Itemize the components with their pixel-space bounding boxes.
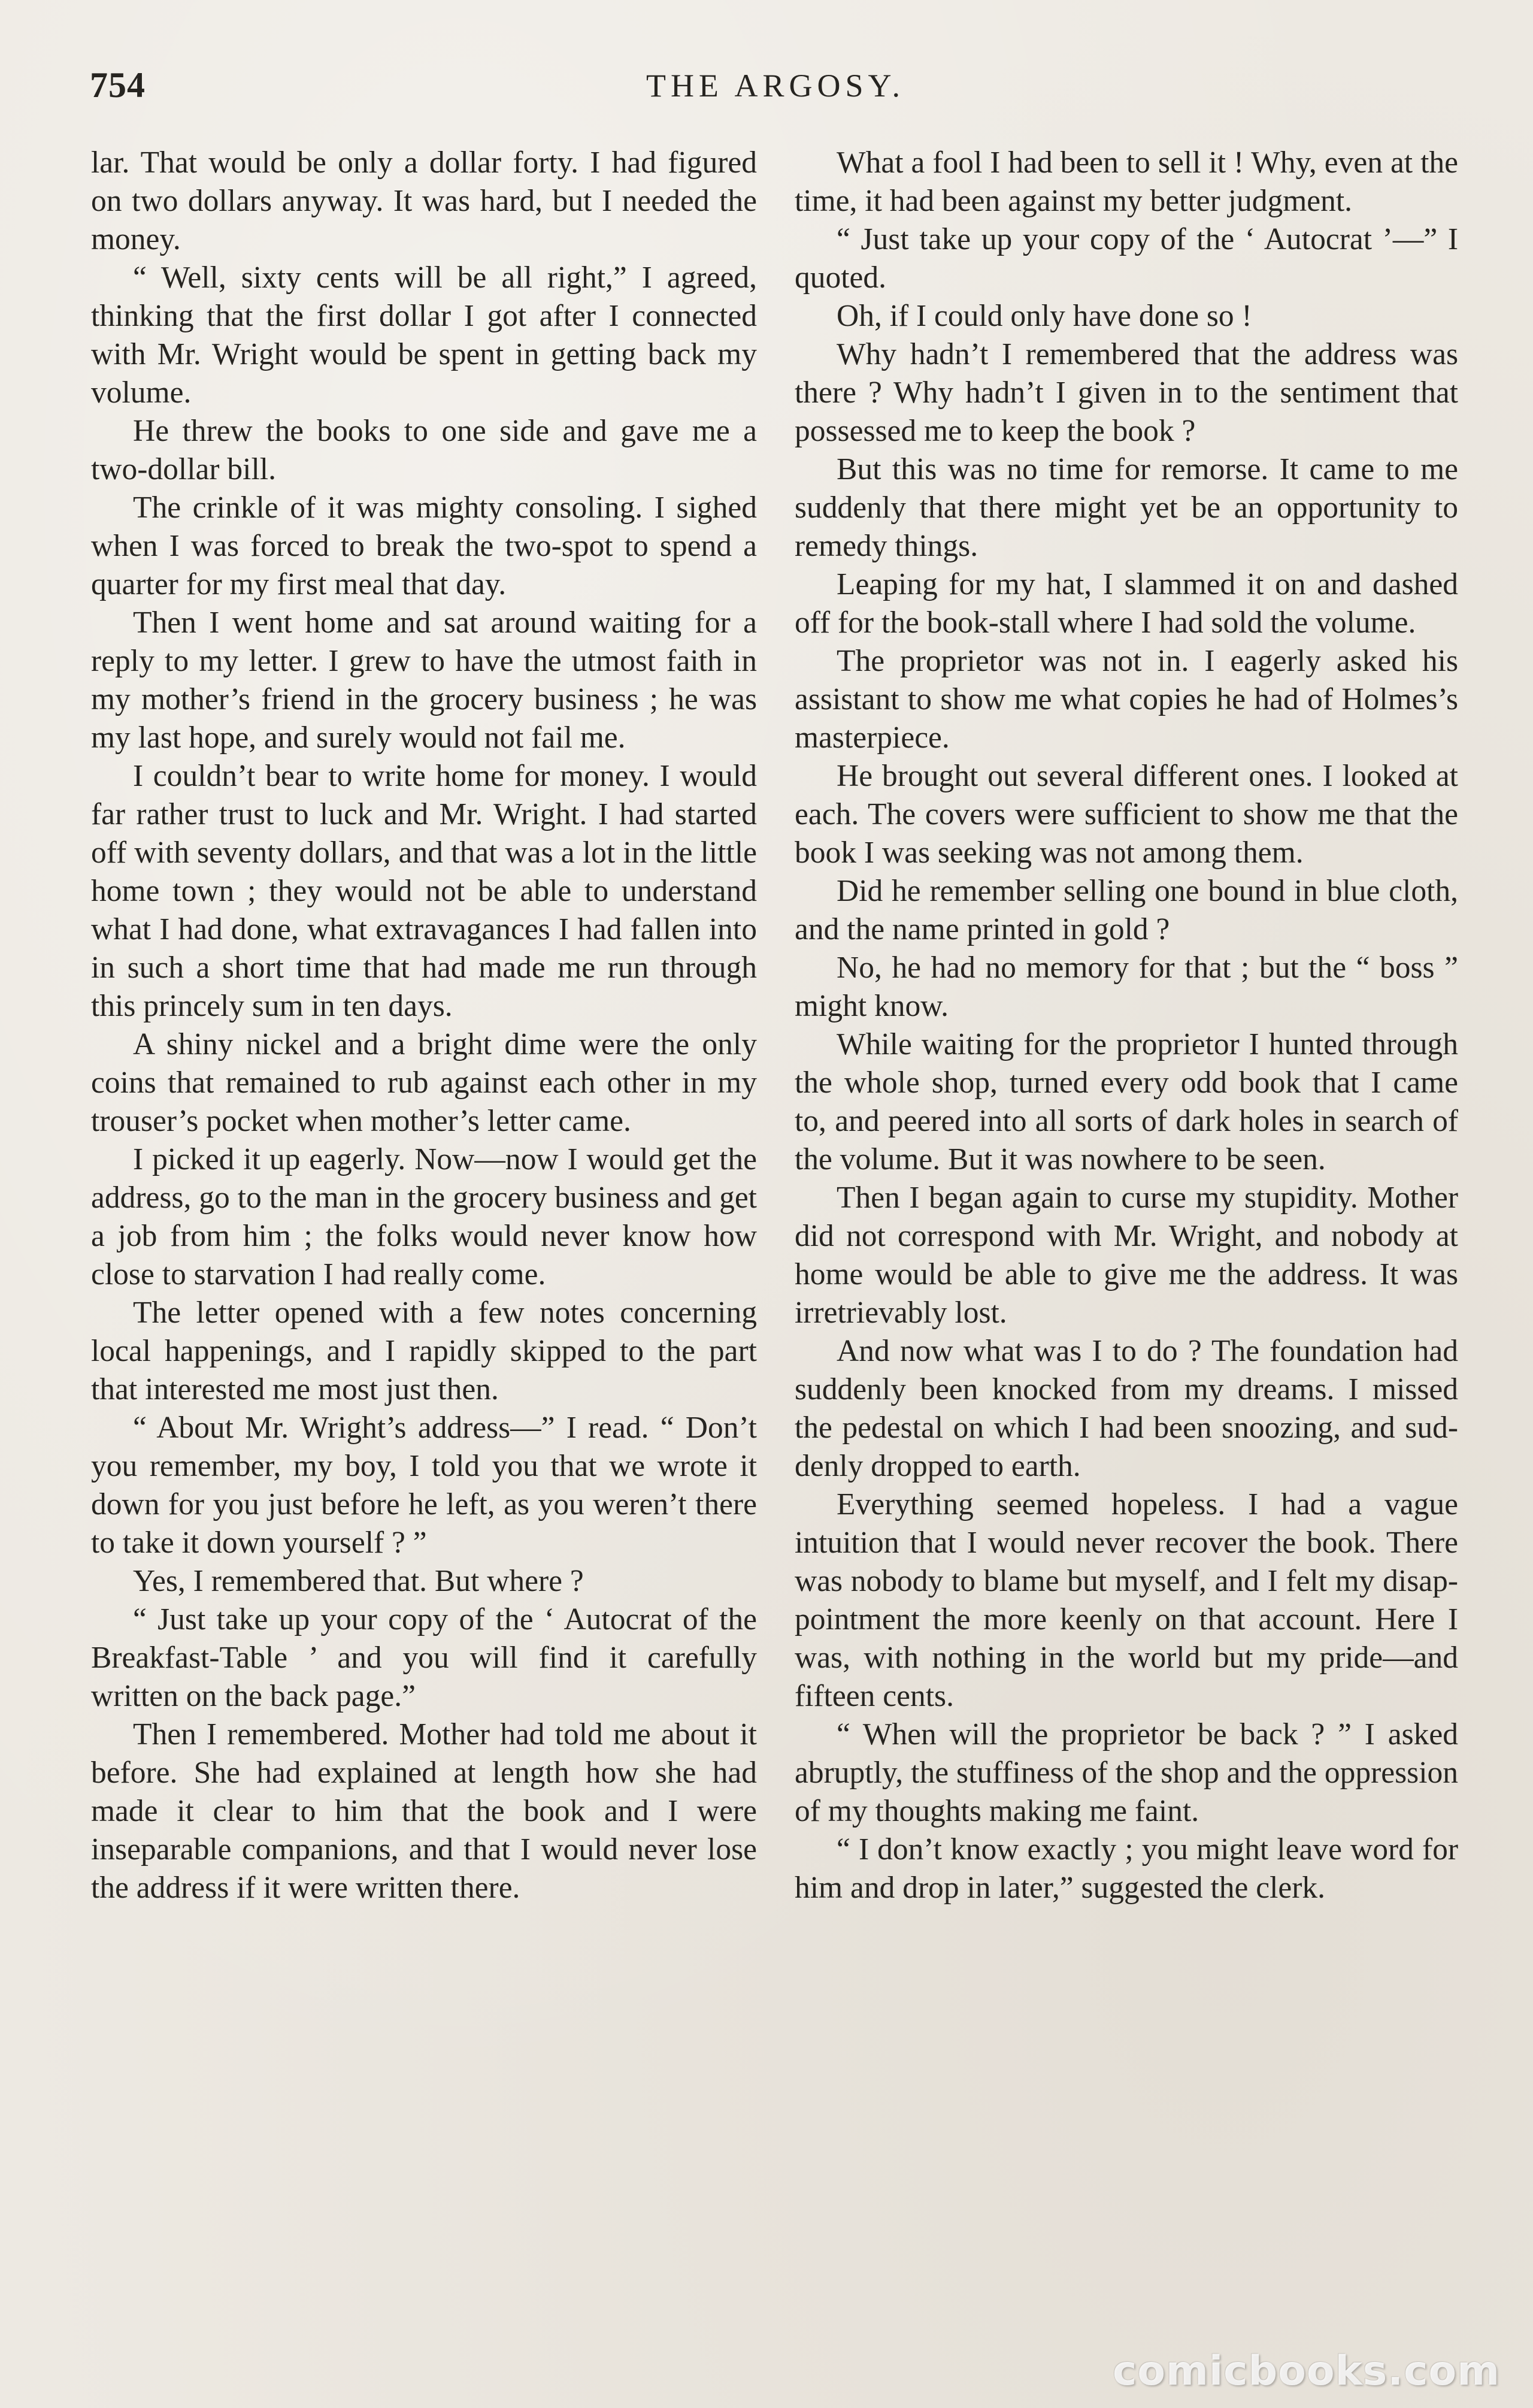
paragraph: Oh, if I could only have done so ! (837, 299, 1252, 333)
paragraph: I picked it up eagerly. Now—now I would get the address, go to the man in the grocery business and get a job from him ; the folks would never know how close to starvation I had really come. (91, 1142, 757, 1291)
left-column (91, 144, 757, 1907)
paragraph: The letter opened with a few notes concerning local happenings, and I rapidly skipped to the part that interested me most just then. (91, 1296, 757, 1406)
paragraph: “ When will the proprietor be back ? ” I asked abruptly, the stuffiness of the shop and the oppression of my thoughts making me faint. (795, 1717, 1458, 1828)
paragraph: But this was no time for remorse. It came to me suddenly that there might yet be an opportunity to remedy things. (795, 452, 1458, 563)
paragraph: The crinkle of it was mighty consoling. I sighed when I was forced to break the two-spot to spend a quarter for my first meal that day. (91, 491, 757, 601)
paragraph: And now what was I to do ? The foundation had suddenly been knocked from my dreams. I missed the pedestal on which I had been snoozing, and suddenly dropped to earth. (795, 1334, 1458, 1483)
paragraph: Everything seemed hopeless. I had a vague intuition that I would never recover the book. There was nobody to blame but myself, and I felt my disappointment the more keenly on that account. Here I was, with nothing in the world but my pride—and fifteen cents. (795, 1487, 1458, 1713)
paragraph: Then I remembered. Mother had told me about it before. She had explained at length how she had made it clear to him that the book and I were inseparable companions, and that I would never lose the address if it were written there. (91, 1717, 757, 1905)
paragraph: He brought out several different ones. I looked at each. The covers were sufficient to show me that the book I was seeking was not among them. (795, 759, 1458, 870)
paragraph: “ I don’t know exactly ; you might leave word for him and drop in later,” suggested the clerk. (795, 1832, 1458, 1905)
running-title: THE ARGOSY. (646, 68, 905, 104)
site-watermark: comicbooks.com (1112, 2348, 1500, 2395)
paragraph: “ About Mr. Wright’s address—” I read. “ Don’t you remember, my boy, I told you that we wrote it down for you just before he left, as you weren’t there to take it down yourself ? ” (91, 1411, 757, 1560)
paragraph: lar. That would be only a dollar forty. I had figured on two dollars anyway. It was hard, but I needed the money. (91, 146, 757, 256)
page-number: 754 (90, 65, 146, 105)
paragraph: Then I began again to curse my stupidity. Mother did not correspond with Mr. Wright, and nobody at home would be able to give me the address. It was irretrievably lost. (795, 1181, 1458, 1330)
paragraph: The proprietor was not in. I eagerly asked his assistant to show me what copies he had of Holmes’s masterpiece. (795, 644, 1458, 755)
paragraph: Then I went home and sat around waiting for a reply to my letter. I grew to have the utmost faith in my mother’s friend in the grocery business ; he was my last hope, and surely would not fail me. (91, 606, 757, 755)
paragraph: Did he remember selling one bound in blue cloth, and the name printed in gold ? (795, 874, 1458, 946)
paragraph: “ Just take up your copy of the ‘ Autocrat of the Breakfast-Table ’ and you will find it carefully written on the back page.” (91, 1602, 757, 1713)
paragraph: “ Well, sixty cents will be all right,” I agreed, thinking that the first dollar I got after I connected with Mr. Wright would be spent in getting back my volume. (91, 261, 757, 410)
right-column (795, 144, 1458, 1907)
paragraph: I couldn’t bear to write home for money. I would far rather trust to luck and Mr. Wright. I had started off with seventy dollars, and that was a lot in the little home town ; they would not be able to understand what I had done, what extravagances I had fallen into in such a short time that had made me run through this princely sum in ten days. (91, 759, 757, 1023)
paragraph: While waiting for the proprietor I hunted through the whole shop, turned every odd book that I came to, and peered into all sorts of dark holes in search of the volume. But it was nowhere to be seen. (795, 1027, 1458, 1176)
paragraph: A shiny nickel and a bright dime were the only coins that remained to rub against each other in my trouser’s pocket when mother’s letter came. (91, 1027, 757, 1138)
paragraph: Yes, I remembered that. But where ? (133, 1564, 584, 1598)
paragraph: He threw the books to one side and gave me a two-dollar bill. (91, 414, 757, 486)
paragraph: No, he had no memory for that ; but the “ boss ” might know. (795, 951, 1458, 1023)
paragraph: Leaping for my hat, I slammed it on and dashed off for the book-stall where I had sold the volume. (795, 567, 1458, 640)
paragraph: Why hadn’t I remembered that the address was there ? Why hadn’t I given in to the sentiment that possessed me to keep the book ? (795, 337, 1458, 448)
paragraph: “ Just take up your copy of the ‘ Autocrat ’—” I quoted. (795, 222, 1458, 295)
paragraph: What a fool I had been to sell it ! Why, even at the time, it had been against my better judgment. (795, 146, 1458, 218)
page-header (90, 65, 1461, 119)
